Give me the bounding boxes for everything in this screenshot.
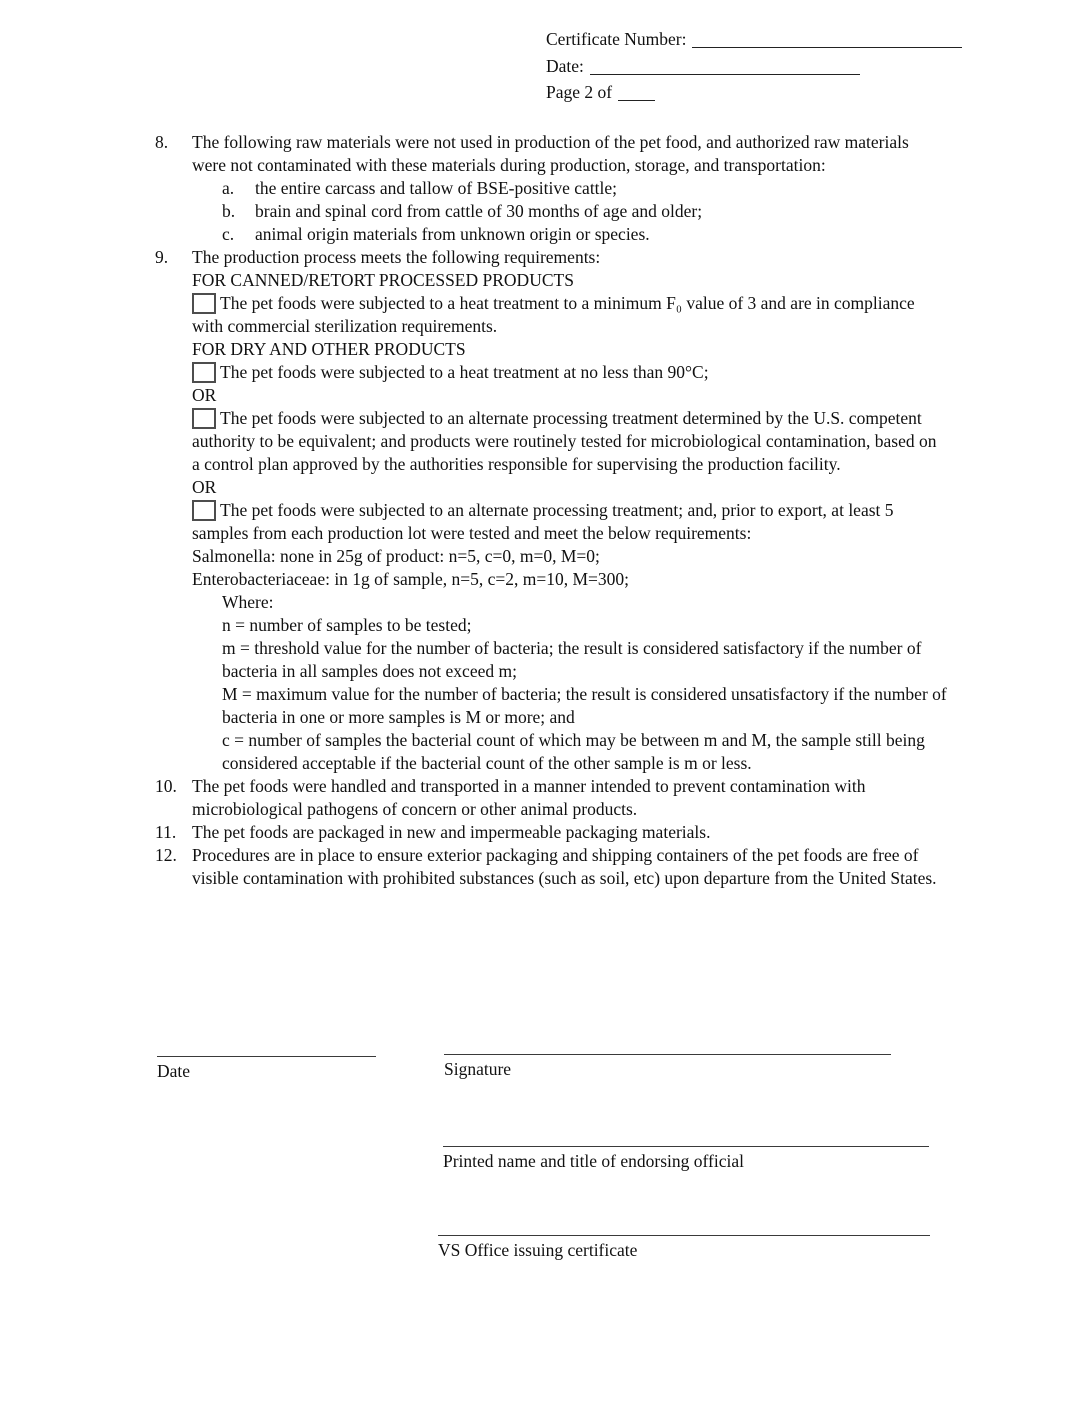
statement-8-body: [192, 131, 947, 246]
statement-8c-text: animal origin materials from unknown origin or species.: [255, 224, 650, 244]
statement-9-text: The production process meets the following requirements:: [192, 247, 601, 267]
statement-8c: [222, 223, 947, 246]
statement-9: [155, 246, 947, 775]
vs-office-field: [438, 1235, 930, 1262]
statement-8-number: 8.: [155, 132, 169, 152]
statement-8a-text: the entire carcass and tallow of BSE-positive cattle;: [255, 178, 618, 198]
canned-products-header: FOR CANNED/RETORT PROCESSED PRODUCTS: [192, 270, 574, 290]
where-label: Where:: [222, 592, 274, 612]
date-signature-line: [157, 1056, 376, 1057]
certificate-number-row: [546, 26, 962, 53]
salmonella-requirement: Salmonella: none in 25g of product: n=5, c=0, m=0, M=0;: [192, 546, 600, 566]
statement-8b-letter: b.: [222, 201, 236, 221]
page-total-blank: [618, 86, 655, 101]
date-signature-field: [157, 1056, 376, 1083]
statement-10: [155, 775, 947, 821]
definition-n: n = number of samples to be tested;: [222, 615, 472, 635]
statement-8-text: The following raw materials were not used in production of the pet food, and authorized raw materials were not contaminated with these materials during production, storage, and transportation:: [192, 132, 909, 175]
statement-8b-text: brain and spinal cord from cattle of 30 months of age and older;: [255, 201, 703, 221]
date-label: Date:: [546, 55, 584, 76]
signature-line: [444, 1054, 891, 1055]
statement-12-text: Procedures are in place to ensure exterior packaging and shipping containers of the pet foods are free of visible contamination with prohibited substances (such as soil, etc) upon departure from the United States.: [192, 845, 937, 888]
dry-option-text: The pet foods were subjected to a heat treatment at no less than 90°C;: [220, 362, 709, 382]
statement-8a-letter: a.: [222, 178, 235, 198]
printed-name-label: Printed name and title of endorsing official: [443, 1151, 744, 1171]
signature-field: [444, 1054, 891, 1081]
enterobacteriaceae-requirement: Enterobacteriaceae: in 1g of sample, n=5, c=2, m=10, M=300;: [192, 569, 629, 589]
statement-8: [155, 131, 947, 246]
statement-9-number: 9.: [155, 247, 169, 267]
statement-12: [155, 844, 947, 890]
statement-11-number: 11.: [155, 822, 177, 842]
vs-office-line: [438, 1235, 930, 1236]
alternate-option-2-paragraph: [192, 499, 947, 545]
statement-9-body: [192, 246, 947, 775]
vs-office-label: VS Office issuing certificate: [438, 1240, 638, 1260]
printed-name-field: [443, 1146, 929, 1173]
canned-option-text: The pet foods were subjected to a heat treatment to a minimum F₀ value of 3 and are in compliance with commercial sterilization requirements.: [192, 293, 915, 336]
certificate-number-blank: [692, 33, 962, 48]
alternate-option-1-paragraph: [192, 407, 947, 476]
definition-M: M = maximum value for the number of bacteria; the result is considered unsatisfactory if the number of bacteria in one or more samples is M or more; and: [222, 684, 947, 727]
statement-10-text: The pet foods were handled and transported in a manner intended to prevent contamination with microbiological pathogens of concern or other animal products.: [192, 776, 866, 819]
date-signature-label: Date: [157, 1061, 191, 1081]
alternate-option-2-text: The pet foods were subjected to an alternate processing treatment; and, prior to export, at least 5 samples from each production lot were tested and meet the below requirements:: [192, 500, 894, 543]
dry-option-paragraph: [192, 361, 947, 384]
page-number-row: [546, 79, 962, 106]
dry-products-header: FOR DRY AND OTHER PRODUCTS: [192, 339, 466, 359]
canned-option-paragraph: [192, 292, 947, 338]
statement-8a: [222, 177, 947, 200]
certificate-statements: [155, 131, 947, 890]
statement-8c-letter: c.: [222, 224, 235, 244]
definition-m: m = threshold value for the number of bacteria; the result is considered satisfactory if the number of bacteria in all samples does not exceed m;: [222, 638, 922, 681]
date-blank: [590, 60, 860, 75]
canned-option-checkbox[interactable]: [192, 293, 216, 314]
certificate-number-label: Certificate Number:: [546, 29, 687, 49]
or-separator-1: OR: [192, 385, 217, 405]
printed-name-line: [443, 1146, 929, 1147]
statement-11: [155, 821, 947, 844]
alternate-option-1-checkbox[interactable]: [192, 408, 216, 429]
page-number-label: Page 2 of: [546, 82, 613, 102]
alternate-option-1-text: The pet foods were subjected to an alternate processing treatment determined by the U.S. competent authority to be equivalent; and products were routinely tested for microbiological contamination, based on a control plan approved by the authorities responsible for supervising the production facility.: [192, 408, 937, 474]
date-row: [546, 53, 962, 80]
definition-c: c = number of samples the bacterial count of which may be between m and M, the sample still being considered acceptable if the bacterial count of the other sample is m or less.: [222, 730, 925, 773]
statement-8b: [222, 200, 947, 223]
or-separator-2: OR: [192, 477, 217, 497]
page-header: [546, 26, 962, 106]
statement-10-number: 10.: [155, 776, 177, 796]
statement-11-text: The pet foods are packaged in new and impermeable packaging materials.: [192, 822, 711, 842]
statement-12-number: 12.: [155, 845, 177, 865]
dry-option-checkbox[interactable]: [192, 362, 216, 383]
signature-label: Signature: [444, 1059, 512, 1079]
alternate-option-2-checkbox[interactable]: [192, 500, 216, 521]
